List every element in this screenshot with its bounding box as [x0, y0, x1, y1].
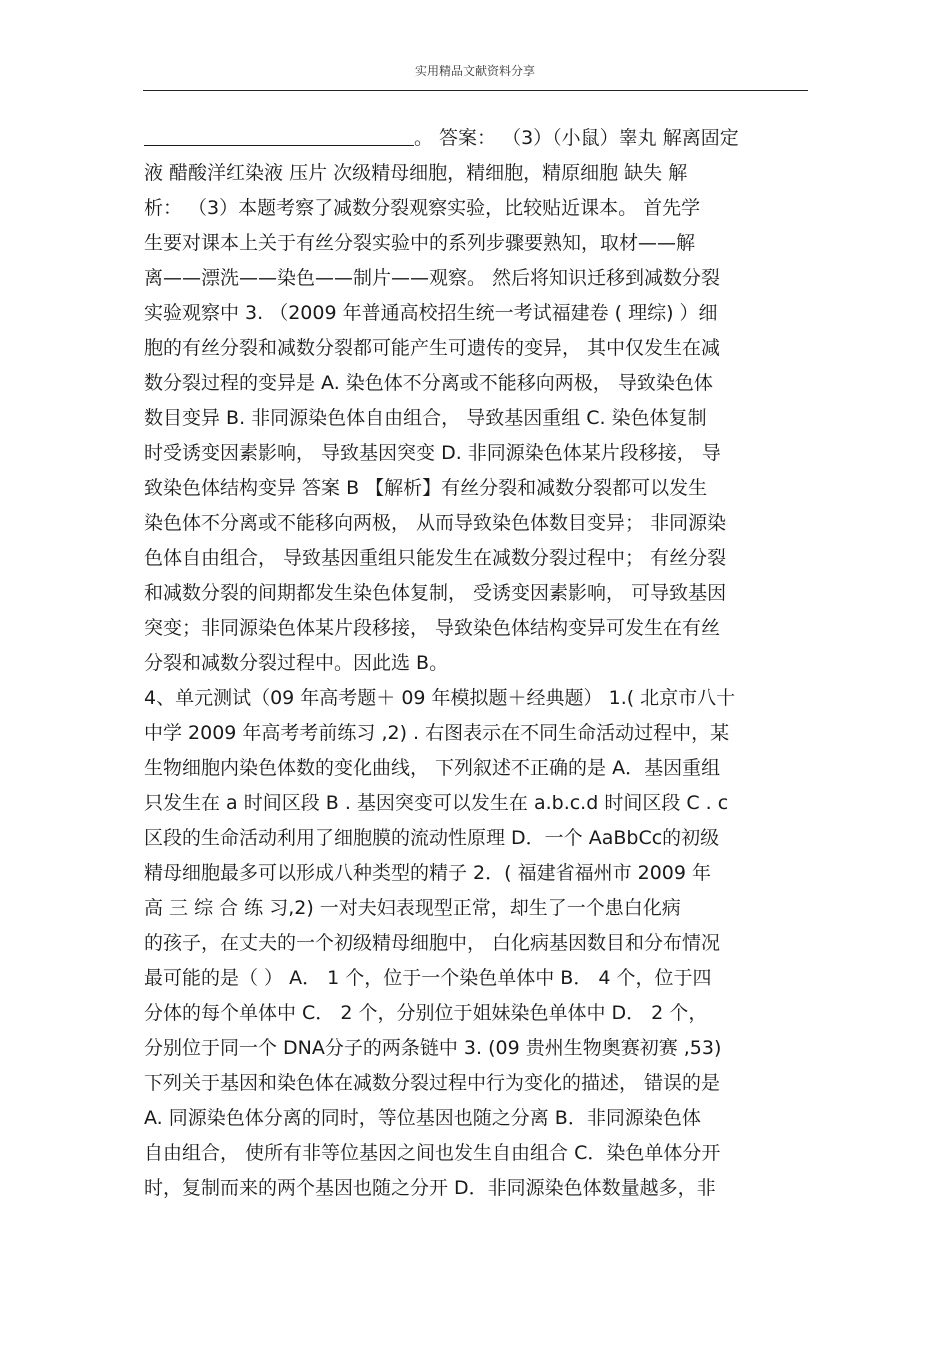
- text-line: 下列关于基因和染色体在减数分裂过程中行为变化的描述， 错误的是: [144, 1072, 721, 1094]
- text-line: 胞的有丝分裂和减数分裂都可能产生可遗传的变异， 其中仅发生在减: [144, 337, 721, 359]
- text-line: 生要对课本上关于有丝分裂实验中的系列步骤要熟知，取材——解: [144, 232, 696, 254]
- text-line: 分裂和减数分裂过程中。因此选 B。: [144, 652, 449, 674]
- text-line: 生物细胞内染色体数的变化曲线， 下列叙述不正确的是 A．基因重组: [144, 757, 721, 779]
- text-line: 分别位于同一个 DNA分子的两条链中 3. (09 贵州生物奥赛初赛 ,53): [144, 1037, 722, 1059]
- text-line: 析： （3）本题考察了减数分裂观察实验，比较贴近课本。 首先学: [144, 197, 701, 219]
- text-line: 精母细胞最多可以形成八种类型的精子 2．( 福建省福州市 2009 年: [144, 862, 712, 884]
- page-header: 实用精品文献资料分享: [414, 64, 535, 78]
- text-line: 实验观察中 3. （2009 年普通高校招生统一考试福建卷 ( 理综) ）细: [144, 302, 718, 324]
- text-line: 时，复制而来的两个基因也随之分开 D．非同源染色体数量越多，非: [144, 1177, 716, 1199]
- text-line: 液 醋酸洋红染液 压片 次级精母细胞，精细胞，精原细胞 缺失 解: [144, 162, 688, 184]
- text-line: 区段的生命活动利用了细胞膜的流动性原理 D．一个 AaBbCc的初级: [144, 827, 720, 849]
- text-line: 突变；非同源染色体某片段移接， 导致染色体结构变异可发生在有丝: [144, 617, 721, 639]
- text-line: 时受诱变因素影响， 导致基因突变 D. 非同源染色体某片段移接， 导: [144, 442, 721, 464]
- text-line: 的孩子，在丈夫的一个初级精母细胞中， 白化病基因数目和分布情况: [144, 932, 721, 954]
- text-line: 4、单元测试（09 年高考题＋ 09 年模拟题＋经典题） 1.( 北京市八十: [144, 687, 736, 709]
- text-line: 和减数分裂的间期都发生染色体复制， 受诱变因素影响， 可导致基因: [144, 582, 727, 604]
- answer-blank: [144, 126, 414, 146]
- text-line: 分体的每个单体中 C． 2 个，分别位于姐妹染色单体中 D． 2 个，: [144, 1002, 708, 1024]
- text-line: 最可能的是（ ） A． 1 个，位于一个染色单体中 B． 4 个，位于四: [144, 967, 712, 989]
- text-line: 数目变异 B. 非同源染色体自由组合， 导致基因重组 C. 染色体复制: [144, 407, 707, 429]
- document-body: [144, 121, 808, 1206]
- text-line: [144, 121, 808, 156]
- text-line: 中学 2009 年高考考前练习 ,2) . 右图表示在不同生命活动过程中，某: [144, 722, 730, 744]
- text-line: 离——漂洗——染色——制片——观察。 然后将知识迁移到减数分裂: [144, 267, 721, 289]
- text-line: 致染色体结构变异 答案 B 【解析】有丝分裂和减数分裂都可以发生: [144, 477, 708, 499]
- text-line: 只发生在 a 时间区段 B . 基因突变可以发生在 a.b.c.d 时间区段 C . c: [144, 792, 729, 814]
- header-divider: [143, 90, 808, 91]
- text-line: 高 三 综 合 练 习,2) 一对夫妇表现型正常，却生了一个患白化病: [144, 897, 681, 919]
- text-line: 自由组合， 使所有非等位基因之间也发生自由组合 C．染色单体分开: [144, 1142, 721, 1164]
- text-line: 色体自由组合， 导致基因重组只能发生在减数分裂过程中； 有丝分裂: [144, 547, 727, 569]
- text-line: 染色体不分离或不能移向两极， 从而导致染色体数目变异； 非同源染: [144, 512, 727, 534]
- text-line: 数分裂过程的变异是 A. 染色体不分离或不能移向两极， 导致染色体: [144, 372, 713, 394]
- text-line-content: 。 答案： （3）（小鼠）睾丸 解离固定: [414, 127, 739, 149]
- text-line: A. 同源染色体分离的同时，等位基因也随之分离 B．非同源染色体: [144, 1107, 701, 1129]
